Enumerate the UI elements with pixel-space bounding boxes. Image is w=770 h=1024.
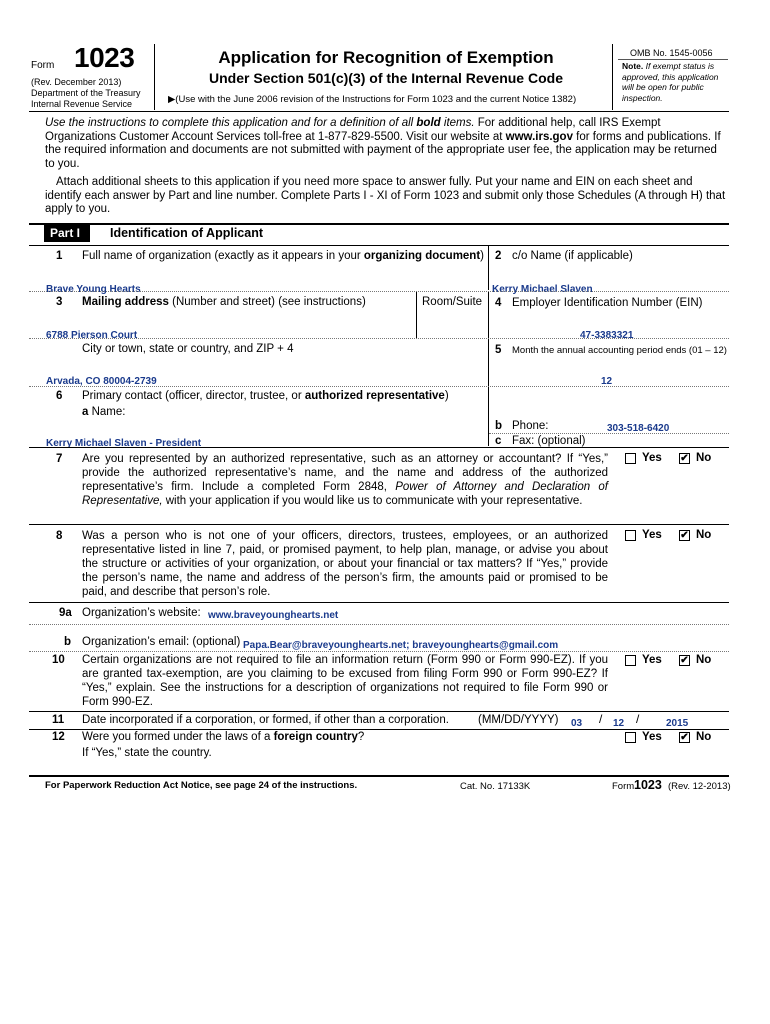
line-1-label	[82, 250, 484, 262]
line-10-number: 10	[52, 654, 65, 666]
irs-website-link[interactable]: www.irs.gov	[505, 130, 573, 143]
part1-title: Identification of Applicant	[110, 226, 264, 240]
form-title: Application for Recognition of Exemption	[218, 48, 554, 67]
line-11-rule	[29, 729, 729, 730]
website-field[interactable]: www.braveyounghearts.net	[208, 610, 339, 621]
part1-title-rule	[29, 245, 729, 246]
accounting-period-field[interactable]: 12	[601, 376, 613, 387]
line-12-label-b: ?	[357, 731, 365, 743]
line-6-label-bold: authorized representative	[304, 390, 445, 402]
line-9b-number: b	[64, 636, 72, 648]
line-7-no-label: No	[696, 452, 712, 464]
date-separator-1: /	[599, 712, 603, 726]
primary-contact-name-field[interactable]: Kerry Michael Slaven - President	[46, 438, 202, 449]
header-bottom-rule	[29, 111, 729, 112]
instructions-note: ▶(Use with the June 2006 revision of the Instructions for Form 1023 and the current Notice 1382)	[168, 94, 577, 105]
footer-form-label: Form	[612, 781, 635, 792]
line-6c-label: Fax: (optional)	[512, 435, 586, 447]
line-12-sublabel: If “Yes,” state the country.	[82, 747, 212, 759]
line-1-label-a: Full name of organization (exactly as it appears in your	[82, 250, 364, 262]
line-6-label-b: )	[444, 390, 449, 402]
form-subtitle: Under Section 501(c)(3) of the Internal Revenue Code	[209, 70, 563, 86]
intro-italic-a: Use the instructions to complete this application and for a definition of all	[45, 117, 417, 129]
line-7-text-b: with your application if you would like us to communicate with your representative.	[162, 495, 583, 507]
line-3-rule	[29, 338, 729, 339]
line-12-no-label: No	[696, 731, 712, 743]
date-format-label: (MM/DD/YYYY)	[478, 714, 559, 726]
line-6a-name-label: Name:	[91, 406, 126, 418]
note-label: Note.	[622, 61, 644, 71]
organization-name-field[interactable]: Brave Young Hearts	[46, 284, 141, 295]
line-1-number: 1	[56, 250, 63, 262]
city-state-zip-field[interactable]: Arvada, CO 80004-2739	[46, 376, 157, 387]
line-7-question	[82, 452, 608, 508]
line-12-no-checkbox[interactable]: ✔	[680, 732, 689, 743]
room-suite-divider	[416, 292, 417, 338]
footer-rule	[29, 775, 729, 777]
line-7-yes-label: Yes	[642, 452, 662, 464]
department: Department of the Treasury	[31, 88, 141, 98]
incorporation-year-field[interactable]: 2015	[666, 718, 689, 729]
city-rule	[29, 386, 729, 387]
revision-date: (Rev. December 2013)	[31, 77, 122, 87]
line-9b-label: Organization’s email: (optional)	[82, 636, 241, 648]
line-8-rule	[29, 602, 729, 603]
intro-italic-b: items.	[440, 117, 475, 129]
room-suite-label: Room/Suite	[422, 296, 483, 308]
phone-field[interactable]: 303-518-6420	[607, 423, 670, 434]
line-9a-label: Organization’s website:	[82, 607, 201, 619]
line-6-label	[82, 390, 449, 402]
line-7-rule	[29, 524, 729, 525]
line-7-text-a: Are you represented by an authorized representative, such as an attorney or accountant? If “Yes,” provide the authorized representative’s name, and the name and address of the authorized representative’s firm. Include a completed Form 2848,	[82, 453, 608, 493]
line-11-number: 11	[52, 714, 65, 726]
catalog-number: Cat. No. 17133K	[460, 781, 531, 792]
line-2-label: c/o Name (if applicable)	[512, 250, 633, 262]
incorporation-day-field[interactable]: 12	[613, 718, 625, 729]
line-8-no-label: No	[696, 529, 712, 541]
incorporation-month-field[interactable]: 03	[571, 718, 583, 729]
line-10-question: Certain organizations are not required to file an information return (Form 990 or Form 990-EZ). If you are granted tax-exemption, are you claiming to be excused from filing Form 990 or Form 990-EZ? If “Yes,” explain. See the instructions for a description of organizations not required to file Form 990 or Form 990-EZ.	[82, 654, 608, 708]
line-12-label-bold: foreign country	[273, 731, 358, 743]
line-12-yes-checkbox[interactable]	[625, 732, 636, 743]
line-4-label: Employer Identification Number (EIN)	[512, 297, 703, 309]
line-10-yes-label: Yes	[642, 654, 662, 666]
line-2-number: 2	[495, 250, 502, 262]
care-of-name-field[interactable]: Kerry Michael Slaven	[492, 284, 593, 295]
line-4-number: 4	[495, 297, 502, 309]
line-6-rule	[29, 447, 729, 448]
header-divider-left	[154, 44, 155, 110]
line-6-label-a: Primary contact (officer, director, trustee, or	[82, 390, 305, 402]
agency: Internal Revenue Service	[31, 99, 133, 109]
line-10-no-checkbox[interactable]: ✔	[680, 655, 689, 666]
part1-top-rule	[29, 223, 729, 225]
line-8-yes-label: Yes	[642, 529, 662, 541]
line-8-number: 8	[56, 530, 63, 542]
line-1-label-b: )	[480, 250, 485, 262]
paperwork-notice: For Paperwork Reduction Act Notice, see page 24 of the instructions.	[45, 780, 358, 791]
line-3-number: 3	[56, 296, 63, 308]
line-7-italic: Power of Attorney and Declaration of Representative,	[82, 481, 608, 507]
line-3-label-text: (Number and street) (see instructions)	[168, 296, 366, 308]
intro-paragraph-2: Attach additional sheets to this application if you need more space to answer fully. Put your name and EIN on each sheet and identify each answer by Part and line number. Complete Parts I - XI of Form 1023 and submit only those Schedules (A through H) that apply to you.	[45, 176, 726, 215]
email-field[interactable]: Papa.Bear@braveyounghearts.net; braveyounghearts@gmail.com	[243, 640, 559, 651]
phone-rule	[489, 433, 729, 434]
line-10-yes-checkbox[interactable]	[625, 655, 636, 666]
line-12-label-a: Were you formed under the laws of a	[82, 731, 274, 743]
line-1-2-divider	[488, 246, 489, 290]
form-label: Form	[31, 60, 55, 71]
date-separator-2: /	[636, 712, 640, 726]
line-3-label	[82, 296, 366, 308]
line-10-rule	[29, 711, 729, 712]
intro-bold: bold	[416, 117, 441, 129]
line-9b-rule	[29, 651, 729, 652]
line-7-number: 7	[56, 453, 63, 465]
omb-number: OMB No. 1545-0056	[630, 48, 713, 58]
line-8-no-checkbox[interactable]: ✔	[680, 530, 689, 541]
line-7-no-checkbox[interactable]: ✔	[680, 453, 689, 464]
line-7-yes-checkbox[interactable]	[625, 453, 636, 464]
public-inspection-note	[622, 61, 728, 103]
line-9a-rule	[29, 624, 729, 625]
line-6b-label: Phone:	[512, 420, 549, 432]
line-5-label: Month the annual accounting period ends (01 – 12)	[512, 345, 727, 356]
line-6c-letter: c	[495, 435, 502, 447]
line-1-label-bold: organizing document	[363, 250, 481, 262]
line-6a-label	[82, 406, 125, 418]
part1-tag: Part I	[44, 225, 90, 242]
line-6a-letter: a	[82, 406, 89, 418]
line-10-no-label: No	[696, 654, 712, 666]
mailing-address-field[interactable]: 6788 Pierson Court	[46, 330, 138, 341]
omb-rule	[618, 59, 728, 60]
line-8-question: Was a person who is not one of your officers, directors, trustees, employees, or an authorized representative listed in line 7, paid, or promised payment, to help plan, manage, or advise you about the structure or activities of your organization, or about your financial or tax matters? If “Yes,” provide the person’s name, the name and address of the person’s firm, the amounts paid or promised to be paid, and describe that person’s role.	[82, 530, 608, 598]
footer-form-number: 1023	[634, 778, 662, 792]
intro-paragraph-1	[45, 117, 729, 171]
line-12-yes-label: Yes	[642, 731, 662, 743]
line-8-yes-checkbox[interactable]	[625, 530, 636, 541]
note-text: If exempt status is approved, this application will be open for public inspection.	[622, 61, 719, 103]
line-3-label-bold: Mailing address	[82, 296, 169, 308]
city-label: City or town, state or country, and ZIP + 4	[82, 343, 294, 355]
line-6b-letter: b	[495, 420, 503, 432]
line-9a-number: 9a	[59, 607, 72, 619]
line-5-number: 5	[495, 344, 502, 356]
intro-text-c: For additional help, call IRS Exempt Organizations Customer Account Services toll-free at 1-877-829-5500. Visit our website at	[45, 117, 661, 143]
line-12-number: 12	[52, 731, 65, 743]
line-12-label	[82, 731, 364, 743]
ein-field[interactable]: 47-3383321	[580, 330, 634, 341]
intro-text-d: for forms and publications. If the required information and documents are not submitted with payment of the appropriate user fee, the application may be returned to you.	[45, 130, 721, 170]
line-6-number: 6	[56, 390, 63, 402]
footer-revision: (Rev. 12-2013)	[668, 781, 731, 792]
form-number: 1023	[74, 42, 135, 73]
header-divider-right	[612, 44, 613, 110]
right-column-divider	[488, 292, 489, 446]
line-11-label: Date incorporated if a corporation, or formed, if other than a corporation.	[82, 714, 449, 726]
line-1-rule	[29, 291, 729, 292]
